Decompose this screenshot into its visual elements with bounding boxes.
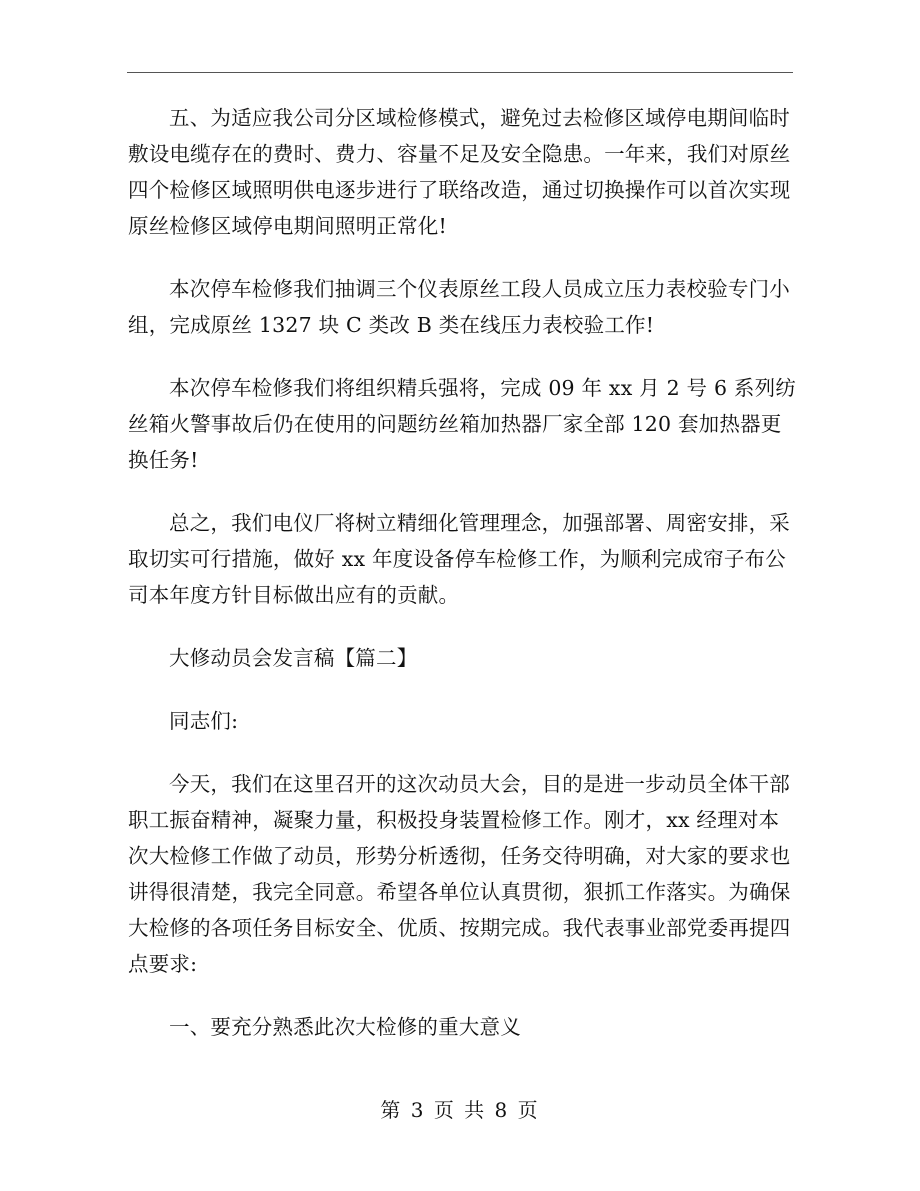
salutation: 同志们: [169, 709, 239, 733]
paragraph-heater-replacement: 本次停车检修我们将组织精兵强将，完成 09 年 xx 月 2 号 6 系列纺丝箱火警事故后仍在使用的问题纺丝箱加热器厂家全部 120 套加热器更换任务! [128, 376, 797, 472]
paragraph-point-one: 一、要充分熟悉此次大检修的重大意义 [169, 1015, 521, 1039]
section-title: 大修动员会发言稿【篇二】 [169, 646, 418, 670]
paragraph-mobilization: 今天，我们在这里召开的这次动员大会，目的是进一步动员全体干部职工振奋精神，凝聚力量，积极投身装置检修工作。刚才，xx 经理对本次大检修工作做了动员，形势分析透彻，任务交待明确，对大家的要求也讲得很清楚，我完全同意。希望各单位认真贯彻，狠抓工作落实。为确保大检修的各项任务目标安全、优质、按期完成。我代表事业部党委再提四点要求: [128, 772, 791, 976]
header-rule [127, 72, 793, 73]
paragraph-grid-improvement: 五、为适应我公司分区域检修模式，避免过去检修区域停电期间临时敷设电缆存在的费时、费力、容量不足及安全隐患。一年来，我们对原丝四个检修区域照明供电逐步进行了联络改造，通过切换操作可以首次实现原丝检修区域停电期间照明正常化! [128, 106, 791, 238]
paragraph-conclusion: 总之，我们电仪厂将树立精细化管理理念，加强部署、周密安排，采取切实可行措施，做好 xx 年度设备停车检修工作，为顺利完成帘子布公司本年度方针目标做出应有的贡献。 [128, 511, 790, 607]
page-number: 第 3 页 共 8 页 [380, 1098, 540, 1122]
paragraph-gauge-calibration: 本次停车检修我们抽调三个仪表原丝工段人员成立压力表校验专门小组，完成原丝 1327 块 C 类改 B 类在线压力表校验工作! [128, 277, 790, 337]
document-body [128, 100, 798, 1072]
